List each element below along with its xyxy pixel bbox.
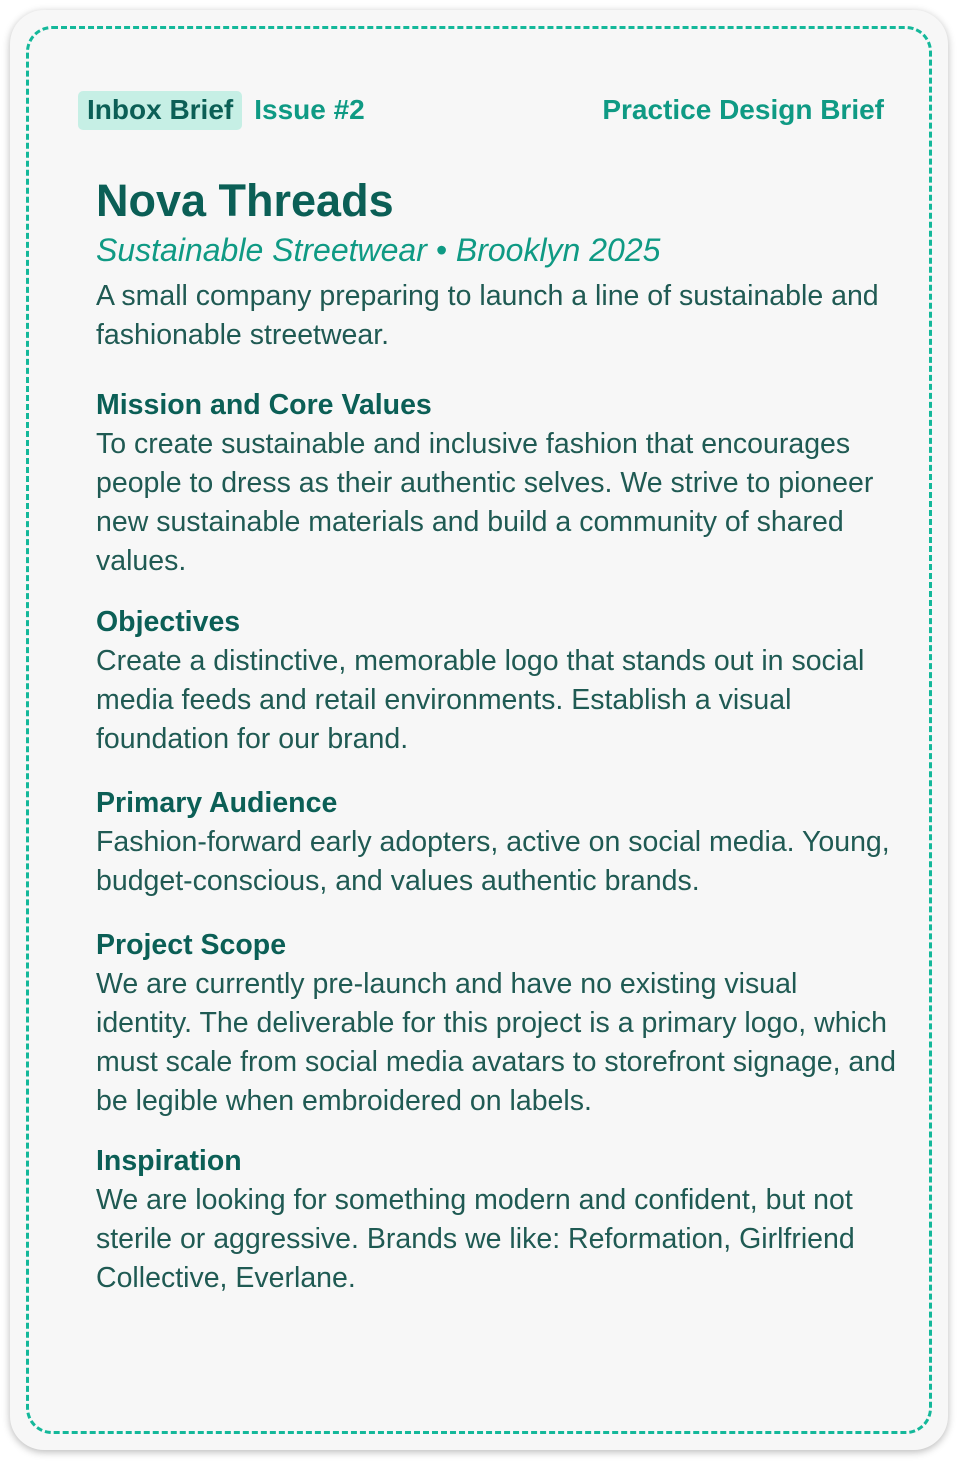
brief-card xyxy=(10,10,948,1450)
section-heading: Project Scope xyxy=(96,929,287,961)
section-body: Fashion-forward early adopters, active on social media. Young, budget-conscious, and values authentic brands. xyxy=(96,826,890,897)
section-heading: Primary Audience xyxy=(96,787,338,819)
company-name: Nova Threads xyxy=(96,175,394,226)
brief-content xyxy=(96,174,896,1298)
section-body: We are looking for something modern and confident, but not sterile or aggressive. Brands we like: Reformation, Girlfriend Collective, Everlane. xyxy=(96,1184,855,1294)
section-body: Create a distinctive, memorable logo that stands out in social media feeds and retail environments. Establish a visual foundation for our brand. xyxy=(96,645,865,755)
section-objectives xyxy=(96,603,896,759)
section-primary-audience xyxy=(96,784,896,901)
section-heading: Objectives xyxy=(96,606,241,638)
inbox-brief-badge: Inbox Brief xyxy=(78,91,242,130)
issue-number: Issue #2 xyxy=(254,94,365,125)
section-body: We are currently pre-launch and have no existing visual identity. The deliverable for this project is a primary logo, which must scale from social media avatars to storefront signage, and be legible when embroidered on labels. xyxy=(96,968,896,1117)
section-project-scope xyxy=(96,926,896,1121)
section-heading: Inspiration xyxy=(96,1145,242,1177)
section-heading: Mission and Core Values xyxy=(96,389,432,421)
company-intro: A small company preparing to launch a line of sustainable and fashionable streetwear. xyxy=(96,280,879,351)
company-tagline: Sustainable Streetwear • Brooklyn 2025 xyxy=(96,232,661,268)
section-inspiration xyxy=(96,1142,896,1298)
practice-design-brief-label: Practice Design Brief xyxy=(602,94,884,125)
section-body: To create sustainable and inclusive fashion that encourages people to dress as their authentic selves. We strive to pioneer new sustainable materials and build a community of shared values. xyxy=(96,428,874,577)
brief-header xyxy=(78,86,884,134)
section-mission xyxy=(96,386,896,581)
header-left xyxy=(78,91,365,130)
